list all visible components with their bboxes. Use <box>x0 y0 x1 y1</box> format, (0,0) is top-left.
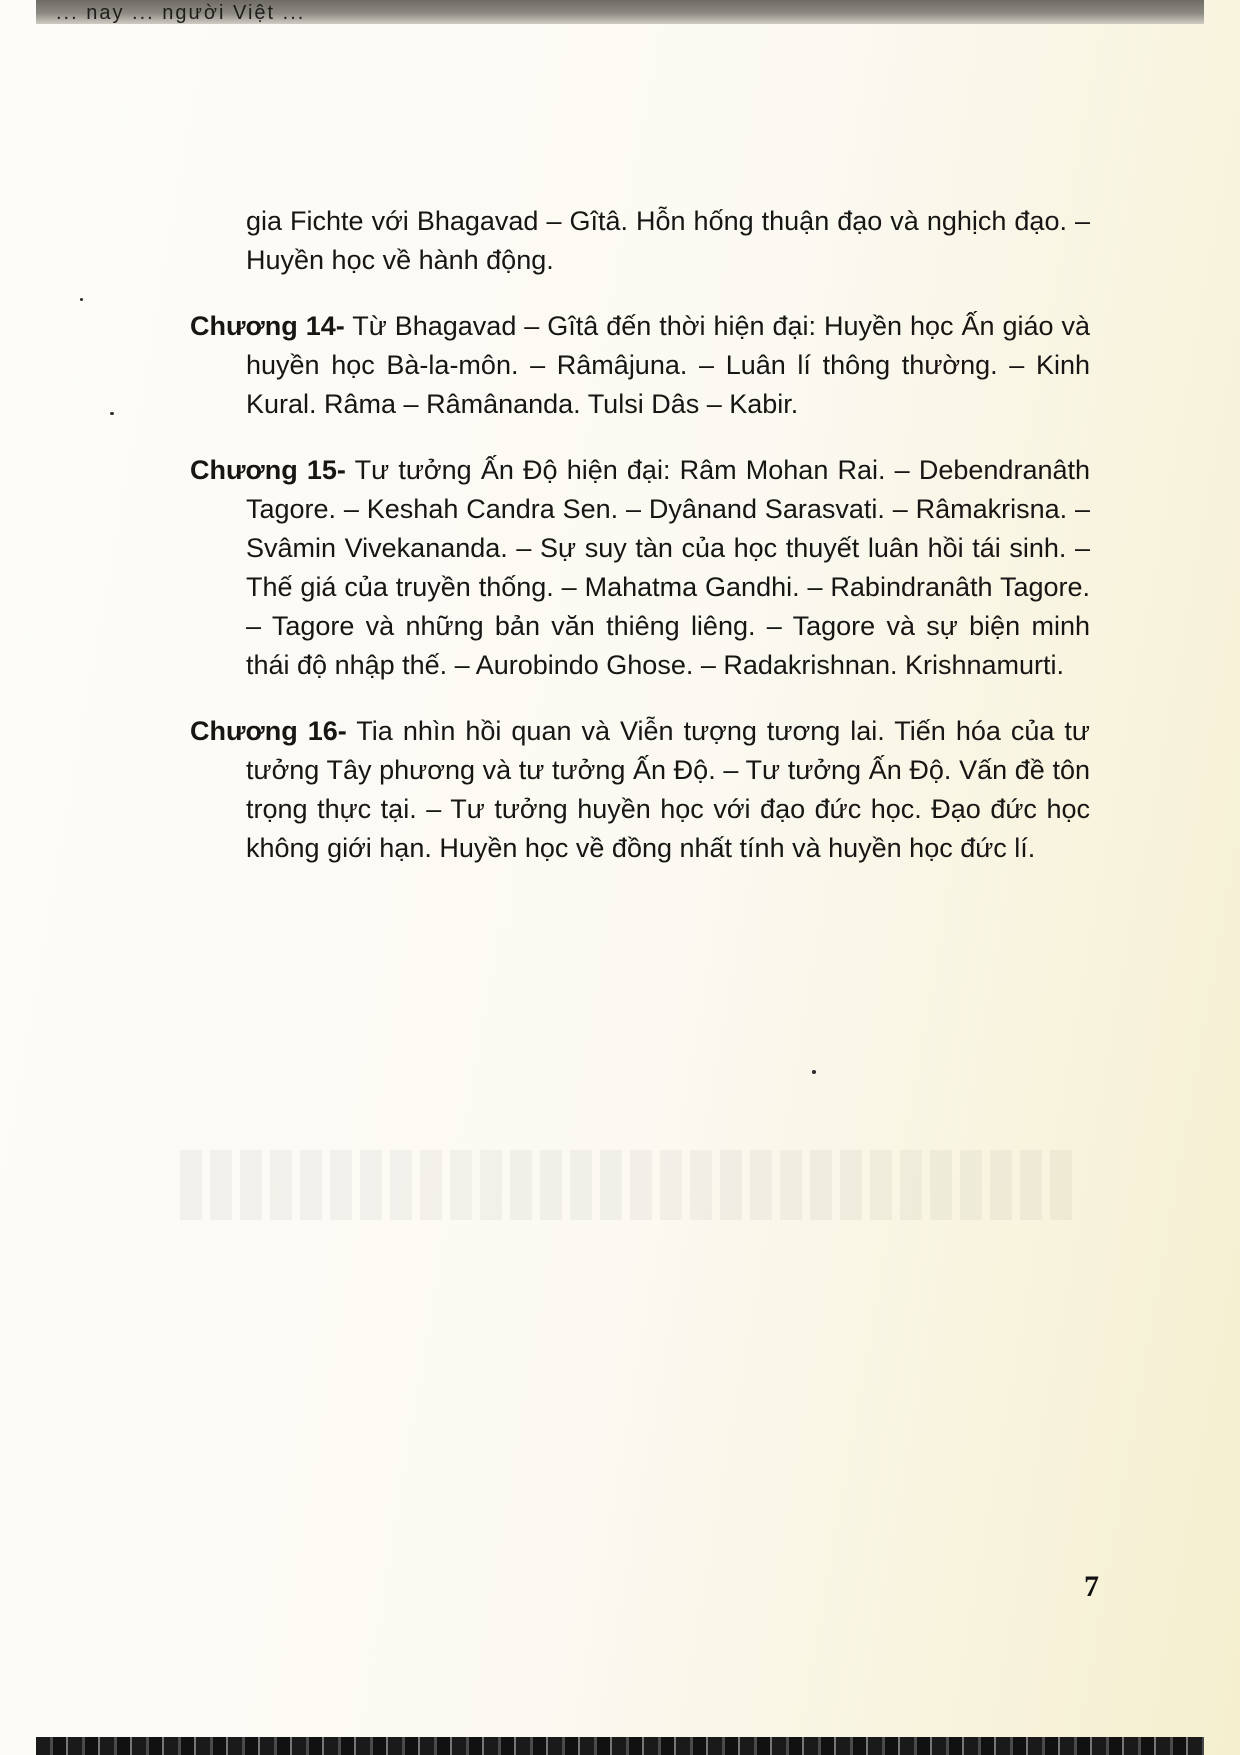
table-of-contents <box>190 202 1090 870</box>
toc-entry-chapter-15 <box>190 451 1090 685</box>
top-scan-edge <box>36 0 1204 24</box>
reverse-side-show-through <box>180 1150 1080 1220</box>
chapter-15-label: Chương 15- <box>190 455 346 485</box>
chapter-14-label: Chương 14- <box>190 311 345 341</box>
scan-speck <box>110 412 114 415</box>
scan-speck <box>812 1070 816 1074</box>
toc-entry-continuation: gia Fichte với Bhagavad – Gîtâ. Hỗn hống thuận đạo và nghịch đạo. – Huyền học về hành động. <box>246 206 1090 275</box>
bottom-scan-edge <box>36 1737 1204 1755</box>
page-number: 7 <box>1084 1570 1099 1603</box>
scan-speck <box>80 298 83 301</box>
running-head-fragment: ... nay ... người Việt ... <box>56 2 306 24</box>
chapter-16-label: Chương 16- <box>190 716 347 746</box>
toc-entry-chapter-16 <box>190 712 1090 868</box>
chapter-14-text: Từ Bhagavad – Gîtâ đến thời hiện đại: Huyền học Ấn giáo và huyền học Bà-la-môn. – Râmâjuna. – Luân lí thông thường. – Kinh Kural. Râma – Râmânanda. Tulsi Dâs – Kabir. <box>246 311 1091 419</box>
chapter-15-text: Tư tưởng Ấn Độ hiện đại: Râm Mohan Rai. – Debendranâth Tagore. – Keshah Candra Sen. – Dyânand Sarasvati. – Râmakrisna. – Svâmin Vivekananda. – Sự suy tàn của học thuyết luân hồi tái sinh. – Thế giá của truyền thống. – Mahatma Gandhi. – Rabindranâth Tagore. – Tagore và những bản văn thiêng liêng. – Tagore và sự biện minh thái độ nhập thế. – Aurobindo Ghose. – Radakrishnan. Krishnamurti. <box>246 455 1091 680</box>
chapter-16-text: Tia nhìn hồi quan và Viễn tượng tương lai. Tiến hóa của tư tưởng Tây phương và tư tưởng Ấn Độ. – Tư tưởng Ấn Độ. Vấn đề tôn trọng thực tại. – Tư tưởng huyền học với đạo đức học. Đạo đức học không giới hạn. Huyền học về đồng nhất tính và huyền học đức lí. <box>246 716 1090 863</box>
toc-entry-chapter-14 <box>190 307 1090 424</box>
